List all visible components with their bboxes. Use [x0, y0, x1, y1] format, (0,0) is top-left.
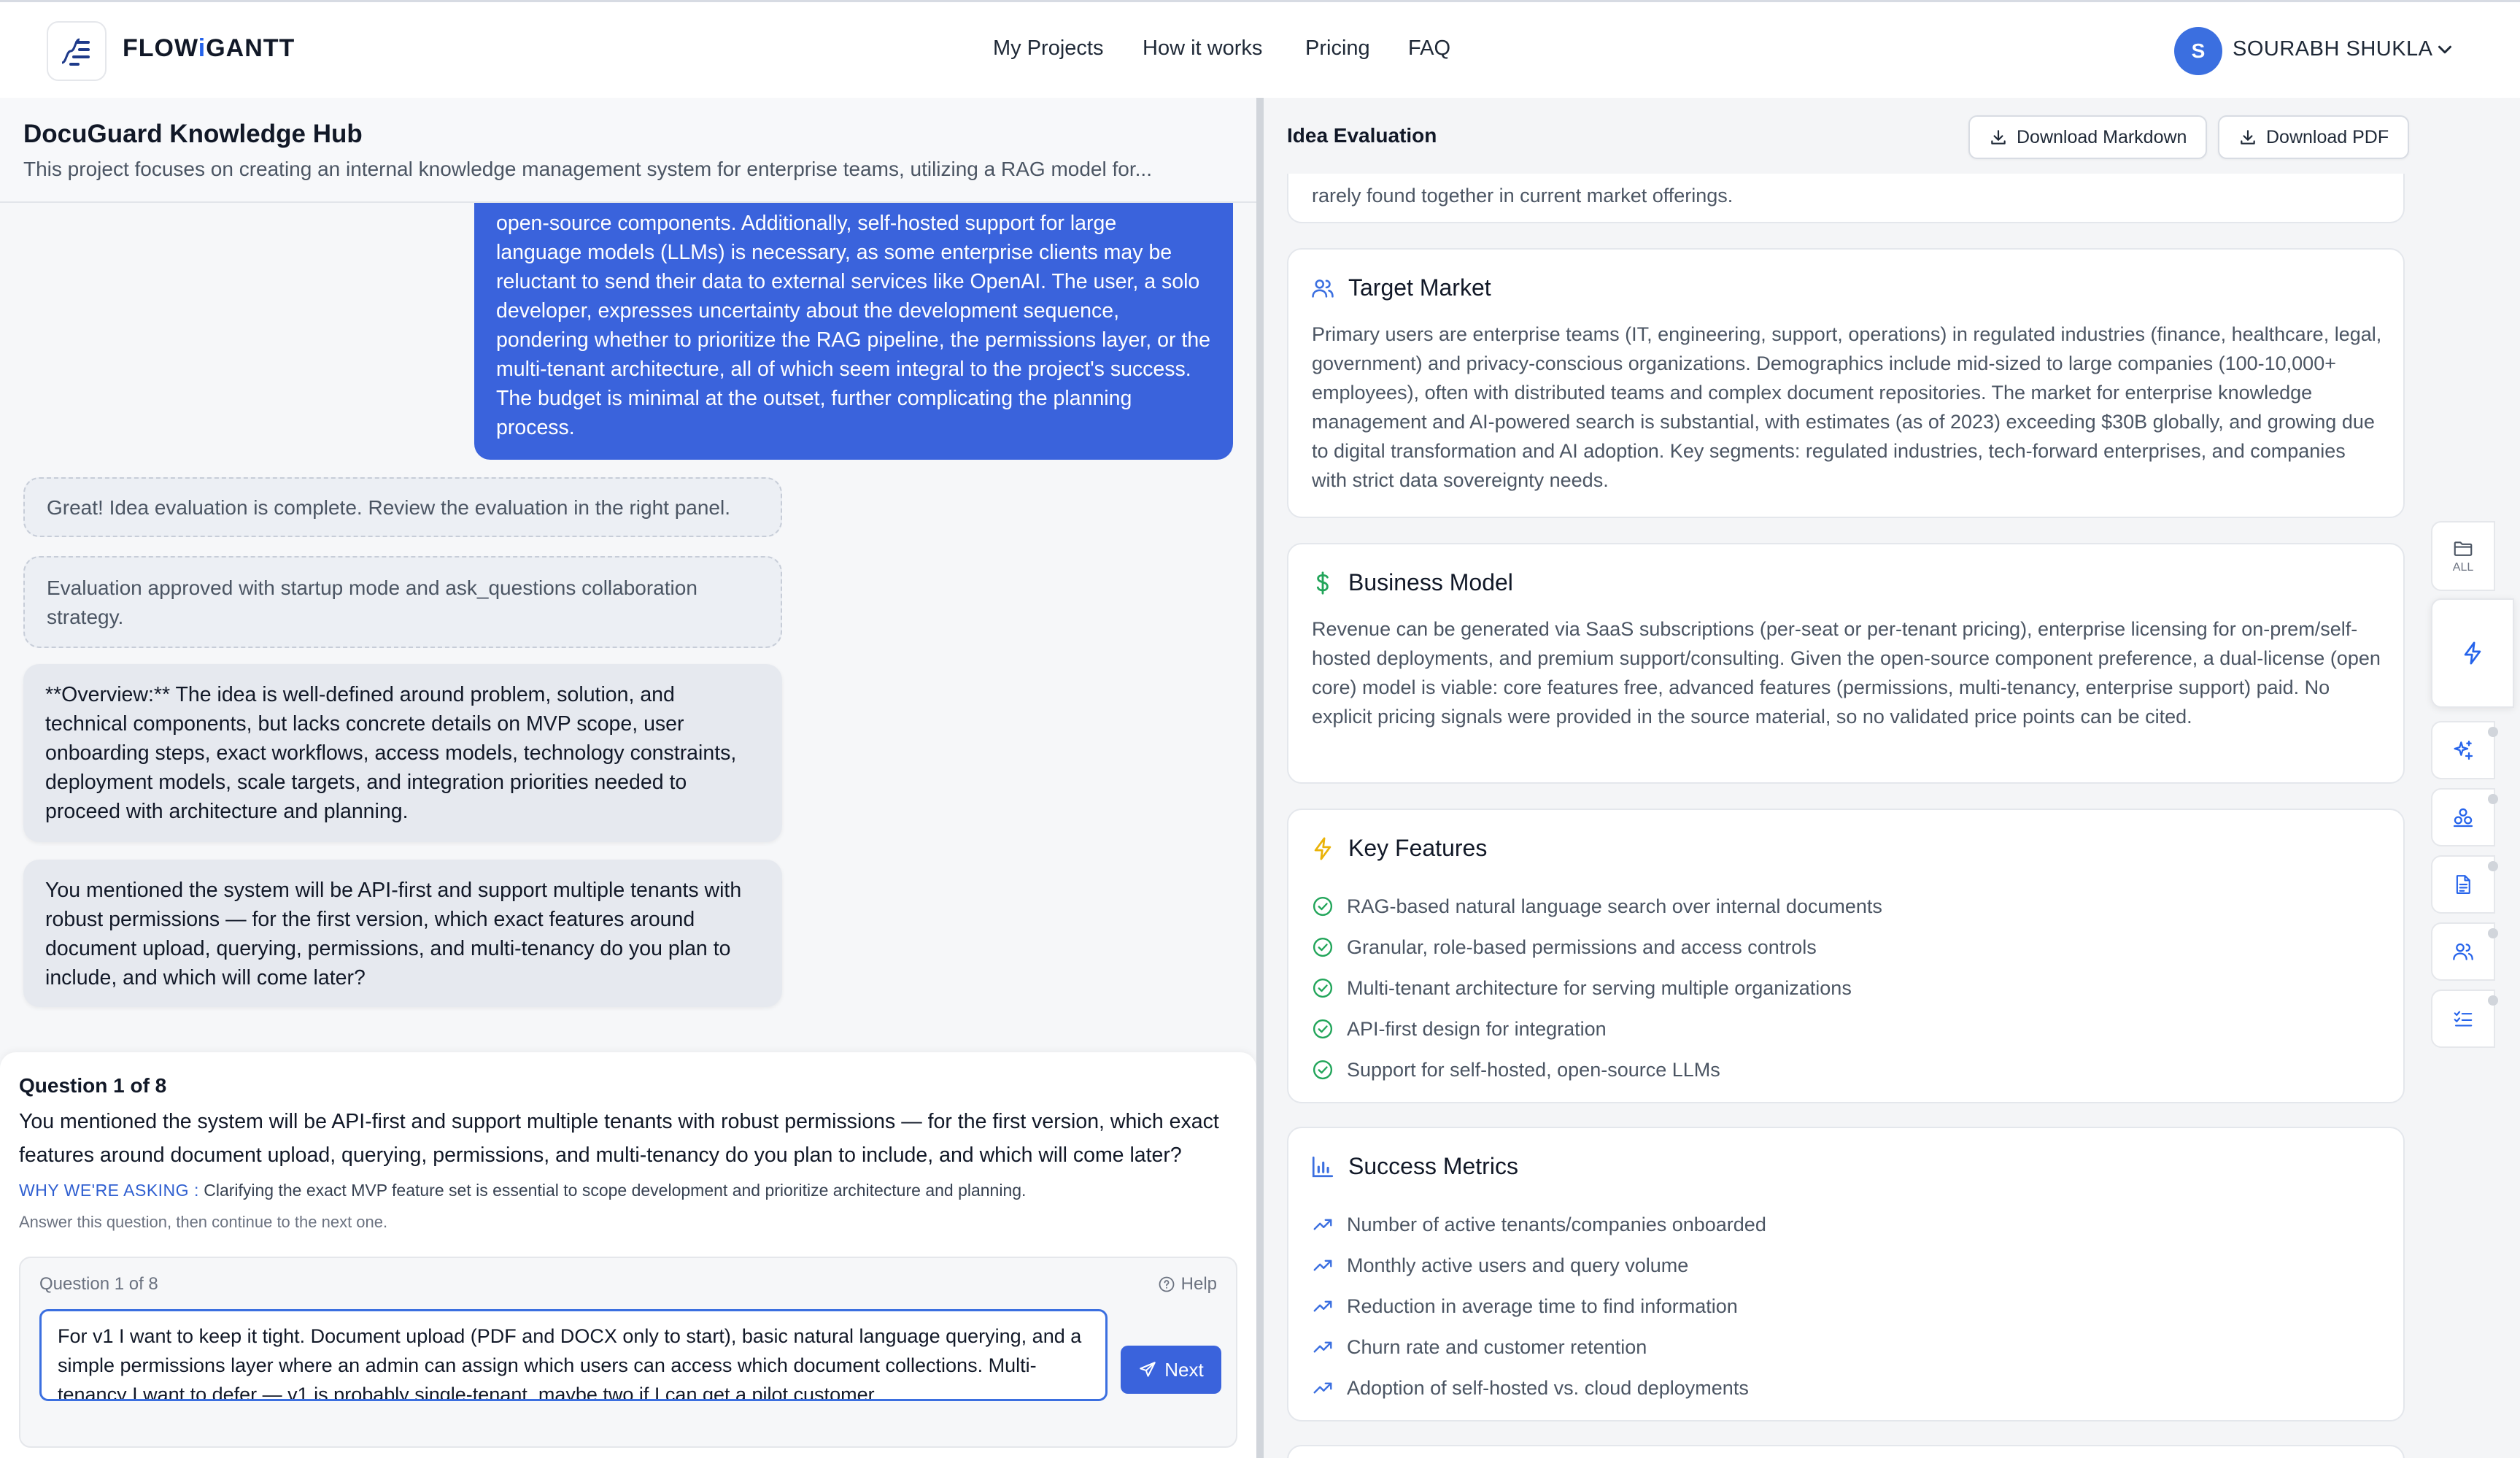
rail-status-dot	[2488, 727, 2498, 737]
key-features-header	[1310, 835, 1487, 862]
rail-button-documents[interactable]	[2431, 855, 2495, 914]
bolt-icon	[2460, 641, 2485, 666]
list-item	[1312, 1245, 1766, 1286]
help-circle-icon	[1158, 1276, 1175, 1293]
feature-text: Granular, role-based permissions and access controls	[1347, 936, 1817, 958]
trending-up-icon	[1312, 1295, 1334, 1317]
feature-text: Multi-tenant architecture for serving multiple organizations	[1347, 976, 1852, 999]
cluster-icon	[2451, 806, 2475, 829]
rail-status-dot	[2488, 928, 2498, 938]
list-item	[1312, 927, 1882, 968]
answer-card-counter: Question 1 of 8	[39, 1274, 158, 1294]
send-icon	[1138, 1360, 1157, 1379]
rail-button-team[interactable]	[2431, 922, 2495, 981]
question-hint: Answer this question, then continue to the next one.	[19, 1213, 388, 1231]
user-message-line: reluctant to send their data to external services like OpenAI. The user, a solo	[496, 270, 1200, 293]
metric-text: Number of active tenants/companies onboarded	[1347, 1213, 1766, 1235]
bar-chart-icon	[1310, 1154, 1335, 1179]
check-circle-icon	[1312, 977, 1334, 999]
rail-button-architecture[interactable]	[2431, 788, 2495, 846]
download-markdown-button[interactable]	[1968, 115, 2207, 159]
key-features-title: Key Features	[1348, 835, 1488, 861]
metric-text: Adoption of self-hosted vs. cloud deployments	[1347, 1376, 1749, 1399]
download-icon	[2238, 128, 2257, 147]
user-message-line: language models (LLMs) is necessary, as some enterprise clients may be	[496, 241, 1172, 264]
metric-text: Monthly active users and query volume	[1347, 1254, 1689, 1276]
user-message-line: multi-tenant architecture, all of which seem integral to the project's success.	[496, 358, 1191, 381]
project-title: DocuGuard Knowledge Hub	[23, 120, 363, 148]
user-message-line: process.	[496, 416, 575, 439]
rail-status-dot	[2488, 861, 2498, 871]
panel-resize-handle[interactable]	[1256, 98, 1264, 1458]
checklist-icon	[2452, 1008, 2474, 1030]
document-icon	[2452, 873, 2474, 895]
help-label: Help	[1180, 1274, 1217, 1294]
check-circle-icon	[1312, 1059, 1334, 1081]
chevron-down-icon[interactable]	[2434, 39, 2456, 61]
business-model-body: Revenue can be generated via SaaS subscriptions (per-seat or per-tenant pricing), enterprise licensing for on-prem/self-hosted deployments, and premium support/consulting. Given the open-source component preference, a dual-license (open core) model is viable: core features free, advanced features (permissions, multi-tenancy, enterprise support) paid. No explicit pricing signals were provided in the source material, so no validated price points can be cited.	[1312, 618, 2381, 728]
trending-up-icon	[1312, 1254, 1334, 1276]
nav-link-my-projects[interactable]: My Projects	[993, 36, 1104, 60]
rail-status-dot	[2488, 995, 2498, 1006]
business-model-title: Business Model	[1348, 569, 1513, 595]
check-circle-icon	[1312, 1018, 1334, 1040]
feature-text: RAG-based natural language search over internal documents	[1347, 895, 1882, 917]
trending-up-icon	[1312, 1214, 1334, 1235]
folder-icon	[2452, 538, 2474, 560]
assistant-message: You mentioned the system will be API-first and support multiple tenants with robust permissions — for the first version, which exact features around document upload, querying, permissions, and multi-tenancy do you plan to include, and which will come later?	[23, 860, 782, 1007]
next-button[interactable]	[1121, 1346, 1221, 1394]
download-markdown-label: Download Markdown	[2017, 126, 2187, 147]
success-metrics-card	[1287, 1127, 2405, 1422]
answer-card	[19, 1257, 1237, 1448]
check-circle-icon	[1312, 895, 1334, 917]
rail-button-tasks[interactable]	[2431, 990, 2495, 1048]
target-market-header	[1310, 274, 1491, 301]
key-features-list	[1312, 886, 1882, 1090]
rail-status-dot	[2488, 794, 2498, 804]
evaluation-card-next	[1287, 1445, 2405, 1458]
metric-text: Churn rate and customer retention	[1347, 1335, 1647, 1358]
users-icon	[2451, 940, 2475, 963]
gantt-logo-icon	[56, 31, 97, 72]
feature-text: API-first design for integration	[1347, 1017, 1607, 1040]
download-pdf-button[interactable]	[2218, 115, 2409, 159]
list-item	[1312, 1049, 1882, 1090]
question-panel	[0, 1052, 1256, 1458]
list-item	[1312, 1204, 1766, 1245]
brand-name: FLOWiGANTT	[123, 34, 295, 62]
next-label: Next	[1164, 1358, 1204, 1381]
list-item	[1312, 886, 1882, 927]
nav-link-how-it-works[interactable]: How it works	[1143, 36, 1263, 60]
why-asking-text: Clarifying the exact MVP feature set is essential to scope development and prioritize architecture and planning.	[204, 1181, 1027, 1200]
section-nav-rail	[2427, 98, 2520, 1458]
target-market-body: Primary users are enterprise teams (IT, engineering, support, operations) in regulated industries (finance, healthcare, legal, government) and privacy-conscious organizations. Demographics include mid-sized to large companies (100-10,000+ employees), often with distributed teams and complex document repositories. The market for enterprise knowledge management and AI-powered search is substantial, with estimates (as of 2023) exceeding $30B globally, and growing due to digital transformation and AI adoption. Key segments: regulated industries, tech-forward enterprises, and companies with strict data sovereignty needs.	[1312, 323, 2382, 491]
nav-link-faq[interactable]: FAQ	[1408, 36, 1451, 60]
project-header	[0, 98, 1256, 203]
metric-text: Reduction in average time to find information	[1347, 1295, 1738, 1317]
evaluation-header	[1264, 98, 2427, 174]
business-model-card	[1287, 543, 2405, 784]
answer-input[interactable]	[39, 1309, 1108, 1401]
evaluation-title: Idea Evaluation	[1287, 124, 1437, 147]
target-market-title: Target Market	[1348, 274, 1491, 301]
question-counter: Question 1 of 8	[19, 1074, 167, 1097]
success-metrics-list	[1312, 1204, 1766, 1408]
bolt-icon	[1310, 836, 1335, 861]
trending-up-icon	[1312, 1336, 1334, 1358]
list-item	[1312, 1286, 1766, 1327]
user-name[interactable]: SOURABH SHUKLA	[2233, 37, 2433, 61]
users-icon	[1310, 276, 1335, 301]
list-item	[1312, 1327, 1766, 1368]
user-message-line: open-source components. Additionally, self-hosted support for large	[496, 212, 1117, 235]
rail-button-all[interactable]	[2431, 521, 2495, 591]
question-text: You mentioned the system will be API-first and support multiple tenants with robust permissions — for the first version, which exact features around document upload, querying, permissions, and multi-tenancy do you plan to include, and which will come later?	[19, 1110, 1219, 1167]
user-message-line: pondering whether to prioritize the RAG pipeline, the permissions layer, or the	[496, 328, 1211, 352]
trending-up-icon	[1312, 1377, 1334, 1399]
previous-card-text: rarely found together in current market offerings.	[1312, 185, 1734, 207]
assistant-message: **Overview:** The idea is well-defined around problem, solution, and technical components, but lacks concrete details on MVP scope, user onboarding steps, exact workflows, access models, technology constraints, deployment models, scale targets, and integration priorities needed to proceed with architecture and planning.	[23, 664, 782, 842]
rail-button-features[interactable]	[2431, 598, 2514, 708]
help-button[interactable]	[1158, 1274, 1217, 1295]
rail-all-label: ALL	[2452, 561, 2474, 574]
business-model-header	[1310, 569, 1513, 596]
list-item	[1312, 968, 1882, 1008]
system-message: Evaluation approved with startup mode and ask_questions collaboration strategy.	[23, 556, 782, 648]
system-message: Great! Idea evaluation is complete. Review the evaluation in the right panel.	[23, 477, 782, 537]
nav-link-pricing[interactable]: Pricing	[1305, 36, 1370, 60]
feature-text: Support for self-hosted, open-source LLMs	[1347, 1058, 1720, 1081]
user-avatar[interactable]: S	[2174, 27, 2222, 75]
list-item	[1312, 1368, 1766, 1408]
brand-logo[interactable]	[47, 21, 107, 81]
success-metrics-header	[1310, 1153, 1518, 1180]
why-asking-label: WHY WE'RE ASKING :	[19, 1181, 199, 1200]
rail-button-ai[interactable]	[2431, 721, 2495, 779]
check-circle-icon	[1312, 936, 1334, 958]
target-market-card	[1287, 248, 2405, 518]
download-icon	[1989, 128, 2008, 147]
sparkle-icon	[2451, 738, 2475, 762]
why-asking	[19, 1181, 1026, 1200]
user-message-line: developer, expresses uncertainty about the development sequence,	[496, 299, 1119, 323]
evaluation-panel	[1264, 98, 2427, 1458]
user-message-line: The budget is minimal at the outset, further complicating the planning	[496, 387, 1132, 410]
success-metrics-title: Success Metrics	[1348, 1153, 1518, 1179]
dollar-icon	[1310, 571, 1335, 595]
chat-panel	[0, 98, 1256, 1458]
project-description: This project focuses on creating an internal knowledge management system for enterprise teams, utilizing a RAG model for...	[23, 158, 1152, 180]
list-item	[1312, 1008, 1882, 1049]
download-pdf-label: Download PDF	[2266, 126, 2389, 147]
top-navigation-bar	[0, 0, 2520, 98]
key-features-card	[1287, 809, 2405, 1103]
